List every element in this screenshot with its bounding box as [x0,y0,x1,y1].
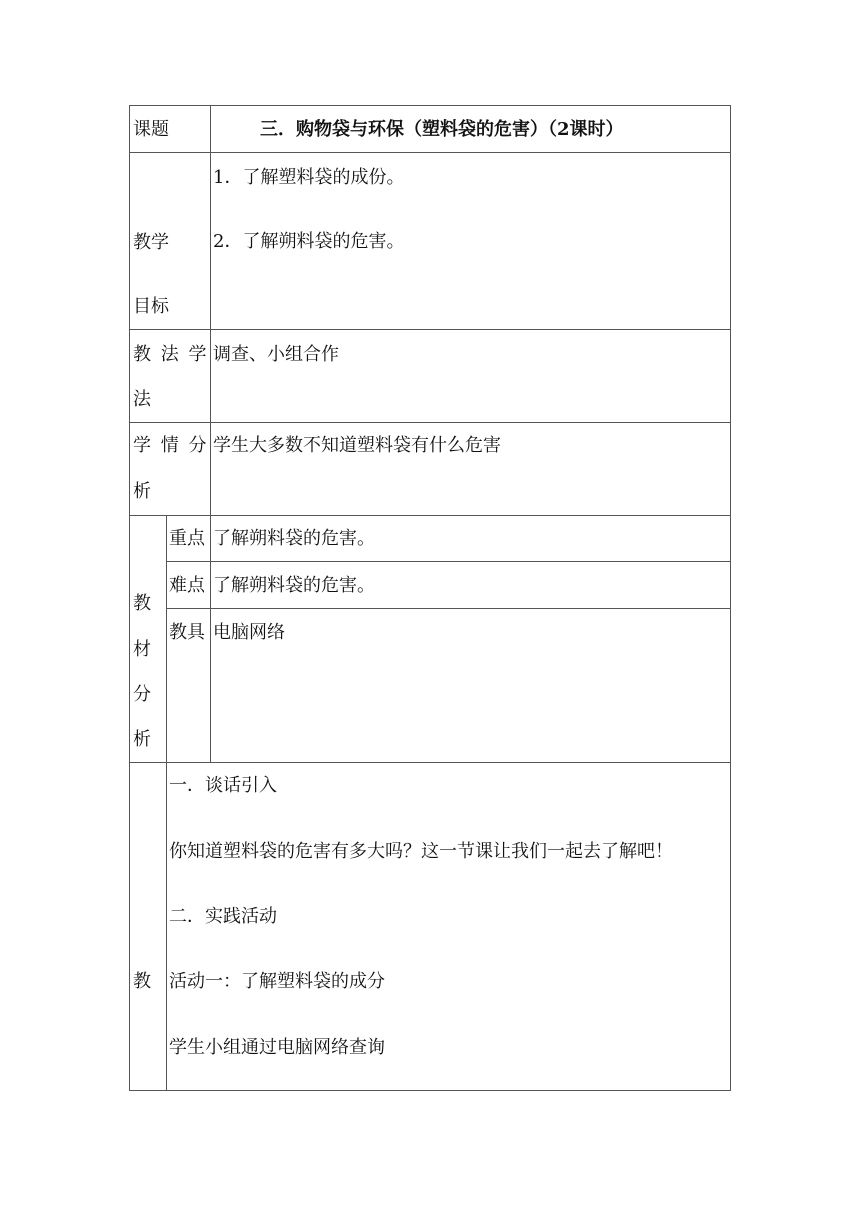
analysis-label-line1: 学 情 分 [133,435,209,456]
row-divider [129,762,731,763]
row-divider [129,152,731,153]
row-divider [166,608,731,609]
column-divider [166,515,167,1091]
methods-label-line2: 法 [133,389,151,410]
analysis-value: 学生大多数不知道塑料袋有什么危害 [213,435,501,456]
teaching-tools-label: 教具 [169,622,205,643]
process-line-4: 活动一：了解塑料袋的成分 [169,971,385,992]
difficulty-value: 了解朔料袋的危害。 [213,575,375,596]
row-divider [129,422,731,423]
row-divider [166,561,731,562]
process-line-5: 学生小组通过电脑网络查询 [169,1037,385,1058]
objectives-label-line1: 教学 [133,232,169,253]
row-divider [129,515,731,516]
objectives-label-line2: 目标 [133,296,169,317]
process-label: 教 [133,971,151,992]
key-point-label: 重点 [169,528,205,549]
lesson-title: 三．购物袋与环保（塑料袋的危害）（2课时） [260,119,624,140]
title-label: 课题 [133,119,169,140]
column-divider [210,105,211,763]
materials-label-char: 分 [133,684,151,705]
process-line-2: 你知道塑料袋的危害有多大吗？这一节课让我们一起去了解吧！ [169,841,673,862]
materials-label-char: 教 [133,593,151,614]
methods-value: 调查、小组合作 [213,344,339,365]
materials-label-char: 析 [133,729,151,750]
objective-item-1: 1．了解塑料袋的成份。 [213,167,405,188]
materials-label-char: 材 [133,639,151,660]
teaching-tools-value: 电脑网络 [213,622,285,643]
key-point-value: 了解朔料袋的危害。 [213,528,375,549]
row-divider [129,329,731,330]
analysis-label-line2: 析 [133,481,151,502]
methods-label-line1: 教 法 学 [133,344,209,365]
process-line-1: 一．谈话引入 [169,775,277,796]
difficulty-label: 难点 [169,575,205,596]
objective-item-2: 2．了解朔料袋的危害。 [213,231,405,252]
process-line-3: 二．实践活动 [169,906,277,927]
